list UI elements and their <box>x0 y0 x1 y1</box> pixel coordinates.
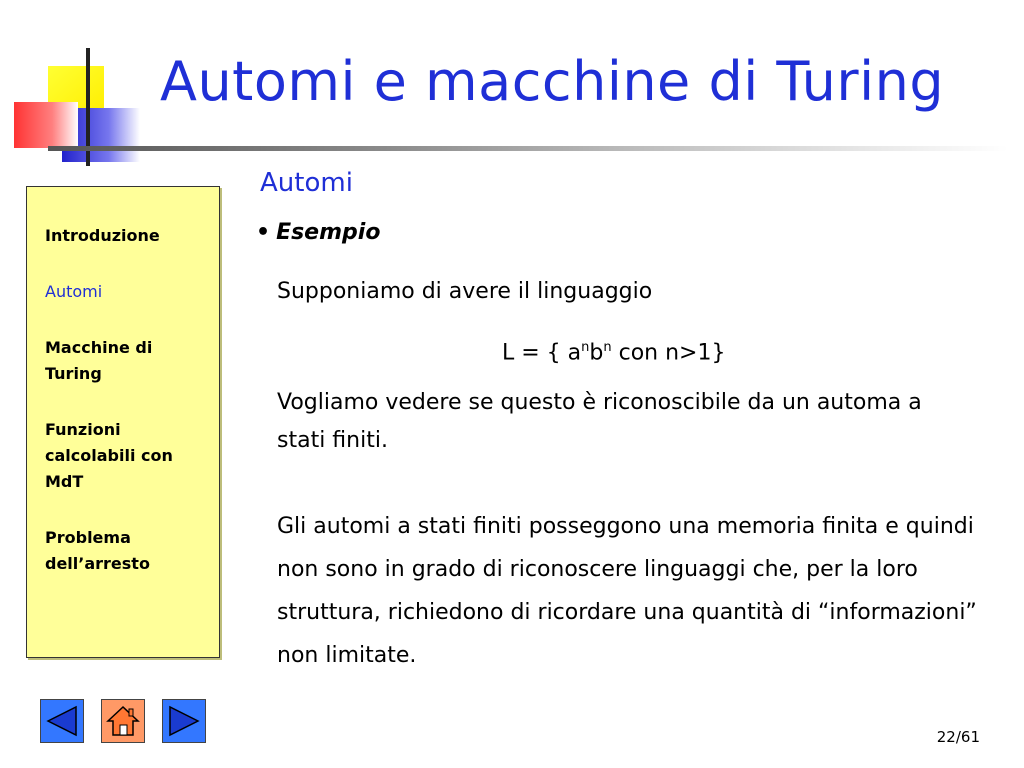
paragraph-finite-memory: Gli automi a stati finiti posseggono una memoria finita e quindi non sono in grado di riconoscere linguaggi che, per la loro struttura, richiedono di ricordare una quantità di “informazioni” non limitate. <box>277 514 977 668</box>
slide-title: Automi e macchine di Turing <box>160 50 945 113</box>
next-slide-button[interactable] <box>162 699 206 743</box>
right-arrow-icon <box>166 703 202 739</box>
slide-logo-decoration <box>0 0 150 170</box>
home-button[interactable] <box>101 699 145 743</box>
sidebar-item-introduzione[interactable]: Introduzione <box>45 226 160 245</box>
bullet-esempio <box>256 220 380 245</box>
formula-prefix: L = { a <box>502 340 582 366</box>
formula-exponent-b: n <box>603 340 612 355</box>
home-icon <box>105 703 141 739</box>
title-divider <box>48 146 1008 151</box>
previous-slide-button[interactable] <box>40 699 84 743</box>
bullet-label: Esempio <box>276 220 381 245</box>
formula-suffix: con n>1} <box>611 340 726 366</box>
formula-exponent-a: n <box>581 340 590 355</box>
sidebar-item-problema-arresto[interactable]: Problema dell’arresto <box>45 528 150 573</box>
sidebar-menu <box>26 186 220 658</box>
paragraph-finite-automaton: Vogliamo vedere se questo è riconoscibile da un automa a stati finiti. <box>277 390 922 453</box>
sidebar-item-funzioni-calcolabili[interactable]: Funzioni calcolabili con MdT <box>45 420 173 491</box>
language-formula <box>502 326 725 374</box>
intro-text: Supponiamo di avere il linguaggio <box>277 279 653 304</box>
sidebar-item-macchine-di-turing[interactable]: Macchine di Turing <box>45 338 153 383</box>
formula-b: b <box>589 340 604 366</box>
bullet-dot: • <box>256 220 271 245</box>
left-arrow-icon <box>44 703 80 739</box>
section-heading: Automi <box>260 168 353 198</box>
sidebar-item-automi[interactable]: Automi <box>45 282 103 301</box>
page-number: 22/61 <box>936 728 980 746</box>
